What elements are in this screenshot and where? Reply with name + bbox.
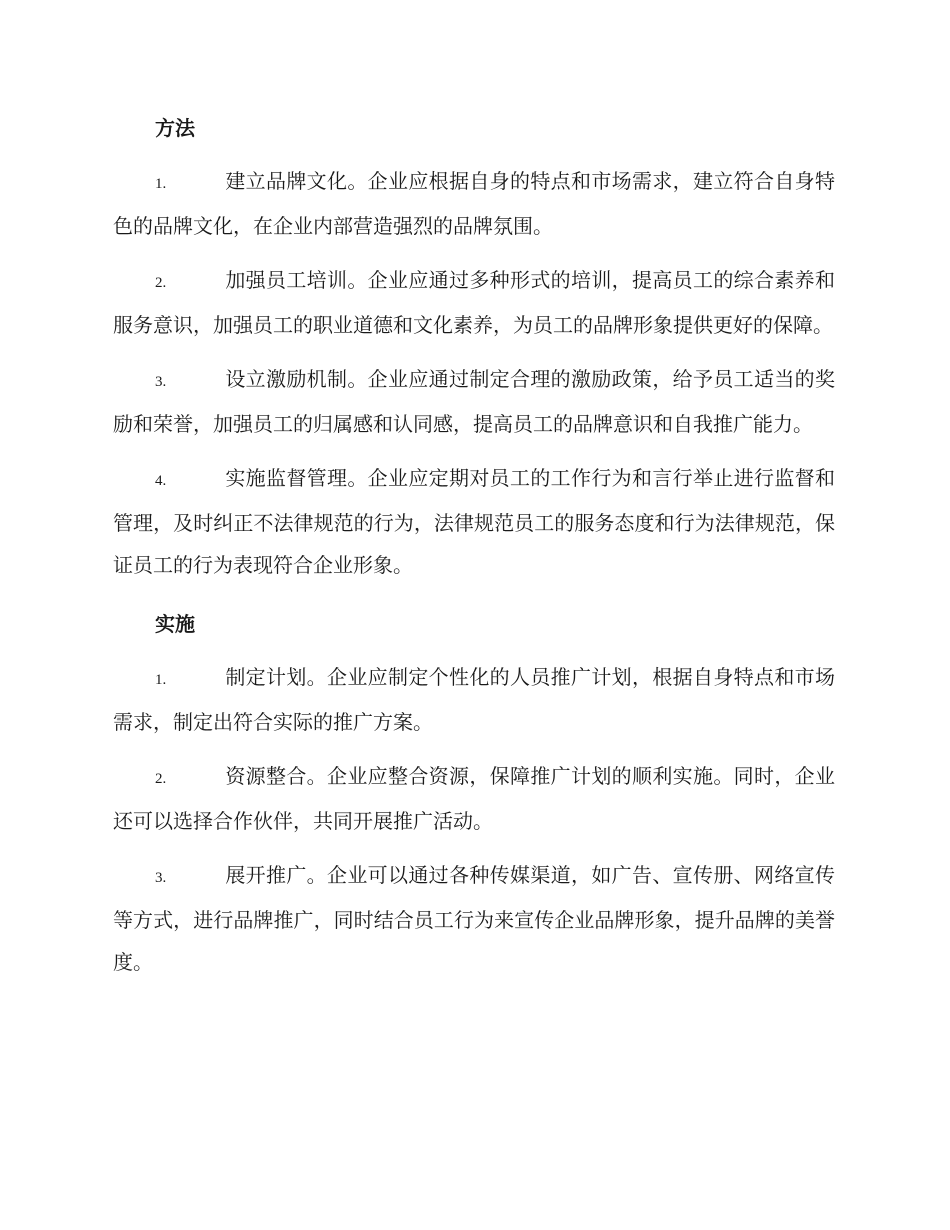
section-heading-implementation: 实施 [155,612,195,636]
item-text: 展开推广。企业可以通过各种传媒渠道，如广告、宣传册、网络宣传等方式，进行品牌推广，同时结合员工行为来宣传企业品牌形象，提升品牌的美誉度。 [113,863,835,974]
item-number: 1. [155,672,167,688]
list-item [113,160,835,247]
list-item [113,656,835,743]
implementation-list [113,656,835,983]
item-number: 4. [155,473,167,489]
item-number: 1. [155,176,167,192]
document-page [113,108,835,983]
list-item [113,358,835,445]
item-text: 设立激励机制。企业应通过制定合理的激励政策，给予员工适当的奖励和荣誉，加强员工的归属感和认同感，提高员工的品牌意识和自我推广能力。 [113,367,835,436]
list-item [113,457,835,586]
item-text: 实施监督管理。企业应定期对员工的工作行为和言行举止进行监督和管理，及时纠正不法律规范的行为，法律规范员工的服务态度和行为法律规范，保证员工的行为表现符合企业形象。 [113,466,835,577]
item-text: 建立品牌文化。企业应根据自身的特点和市场需求，建立符合自身特色的品牌文化，在企业内部营造强烈的品牌氛围。 [113,169,835,238]
item-number: 2. [155,275,167,291]
item-number: 2. [155,771,167,787]
item-text: 资源整合。企业应整合资源，保障推广计划的顺利实施。同时，企业还可以选择合作伙伴，共同开展推广活动。 [113,764,835,833]
item-number: 3. [155,374,167,390]
list-item [113,755,835,842]
methods-list [113,160,835,586]
item-text: 加强员工培训。企业应通过多种形式的培训，提高员工的综合素养和服务意识，加强员工的职业道德和文化素养，为员工的品牌形象提供更好的保障。 [113,268,835,337]
list-item [113,854,835,983]
item-number: 3. [155,870,167,886]
list-item [113,259,835,346]
item-text: 制定计划。企业应制定个性化的人员推广计划，根据自身特点和市场需求，制定出符合实际的推广方案。 [113,665,835,734]
section-heading-methods: 方法 [155,116,195,140]
